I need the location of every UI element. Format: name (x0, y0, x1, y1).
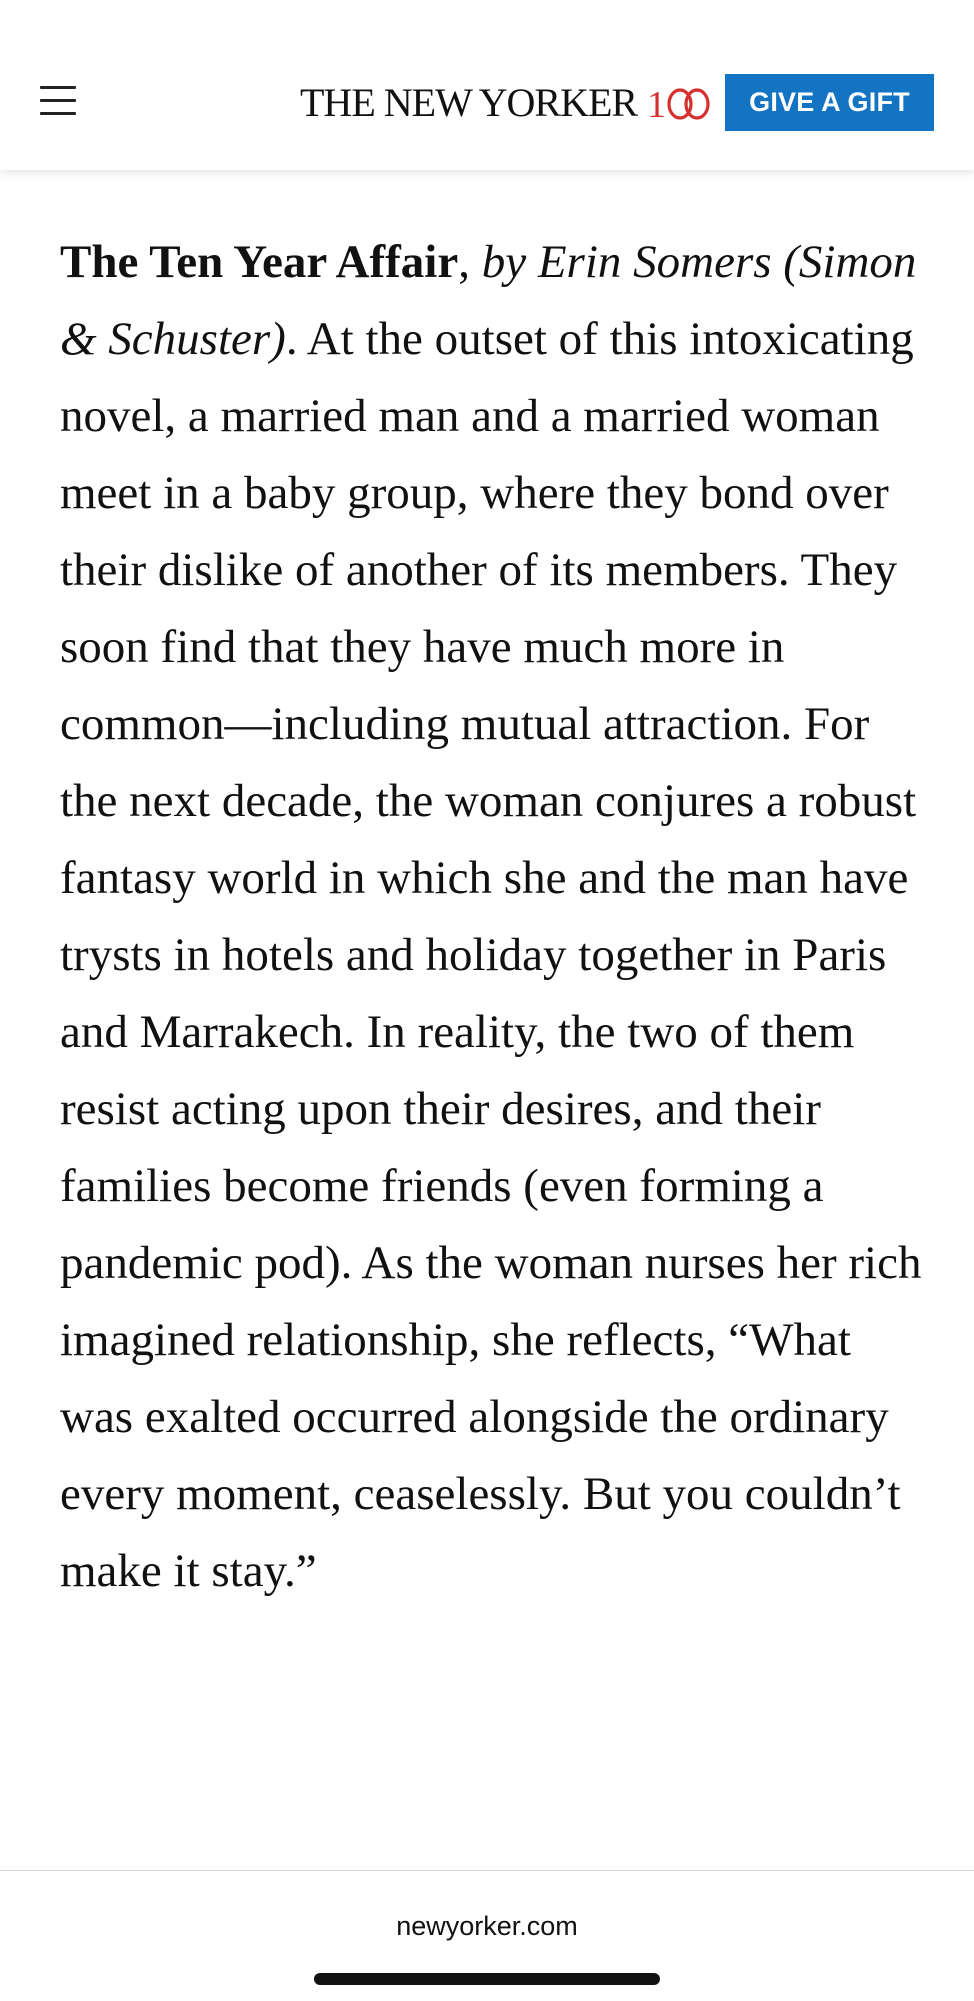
url-bar[interactable]: newyorker.com (396, 1911, 578, 1941)
site-header (0, 0, 974, 170)
give-a-gift-button[interactable]: GIVE A GIFT (725, 74, 934, 131)
logo-100-badge-icon (647, 83, 713, 123)
book-title: The Ten Year Affair (60, 236, 459, 288)
home-indicator[interactable] (314, 1973, 660, 1985)
article-body: . At the outset of this intoxicating novel, a married man and a married woman meet in a baby group, where they bond over their dislike of another of its members. They soon find that they have much more in common—including mutual attraction. For the next decade, the woman conjures a robust fantasy world in which she and the man have trysts in hotels and holiday together in Paris and Marrakech. In reality, the two of them resist acting upon their desires, and their families become friends (even forming a pandemic pod). As the woman nurses her rich imagined relationship, she reflects, “What was exalted occurred alongside the ordinary every moment, ceaselessly. But you couldn’t make it stay.” (60, 313, 922, 1597)
logo-badge-one: 1 (647, 84, 667, 123)
book-byline: by Erin Somers (Simon & Schuster) (60, 236, 917, 365)
title-separator: , (458, 236, 482, 288)
new-yorker-logo[interactable] (300, 78, 713, 128)
article-paragraph (60, 224, 930, 1610)
hamburger-menu-icon[interactable] (40, 86, 76, 116)
logo-wordmark: THE NEW YORKER (300, 80, 638, 125)
browser-bottom-bar (0, 1870, 974, 2001)
